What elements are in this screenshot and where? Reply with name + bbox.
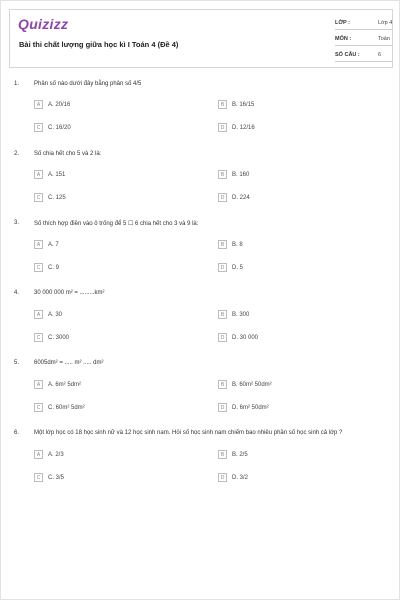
option-letter-box: D [218,333,227,342]
option-letter-box: A [34,240,43,249]
option-label: A. 7 [48,241,59,248]
question-number: 5. [14,360,20,366]
option-letter-box: C [34,333,43,342]
question-number: 2. [14,151,20,157]
question-text: Số chia hết cho 5 và 2 là: [34,151,102,157]
worksheet-title: Bài thi chất lượng giữa học kì I Toán 4 (Đề 4) [19,40,179,49]
option-1b[interactable] [218,100,254,109]
question-text: Phân số nào dưới đây bằng phân số 4/5 [34,81,142,87]
option-letter-box: B [218,100,227,109]
option-2a[interactable] [34,170,65,179]
question-number: 1. [14,81,20,87]
question-text: 30 000 000 m² = .........km² [34,290,105,296]
option-label: C. 16/20 [48,124,71,131]
option-label: D. 3/2 [232,474,249,481]
option-letter-box: C [34,403,43,412]
meta-value: Lớp 4 [378,20,393,26]
option-letter-box: B [218,380,227,389]
option-5c[interactable] [34,403,85,412]
question-text: Số thích hợp điền vào ô trống để 5 ☐ 6 chia hết cho 3 và 9 là: [34,221,199,227]
option-label: D. 5 [232,264,244,271]
option-label: A. 2/3 [48,451,64,458]
option-2d[interactable] [218,193,250,202]
option-3b[interactable] [218,240,243,249]
meta-subject [335,32,393,46]
option-letter-box: C [34,193,43,202]
option-label: B. 8 [232,241,243,248]
option-label: D. 12/16 [232,124,255,131]
question-number: 4. [14,290,20,296]
option-5b[interactable] [218,380,272,389]
option-letter-box: A [34,380,43,389]
option-label: C. 9 [48,264,60,271]
meta-key: SỐ CÂU : [335,52,360,58]
option-letter-box: B [218,310,227,319]
option-label: B. 300 [232,311,250,318]
option-label: A. 30 [48,311,63,318]
option-label: B. 2/5 [232,451,248,458]
option-label: D. 6m² 50dm² [232,404,269,411]
option-label: C. 125 [48,194,66,201]
option-letter-box: C [34,263,43,272]
question-number: 3. [14,220,20,226]
option-5d[interactable] [218,403,269,412]
option-letter-box: C [34,473,43,482]
question-text: 6005dm² = ..... m² ..... dm² [34,360,104,366]
option-letter-box: D [218,473,227,482]
option-label: B. 60m² 50dm² [232,381,272,388]
option-letter-box: D [218,193,227,202]
option-letter-box: D [218,263,227,272]
option-3a[interactable] [34,240,59,249]
option-6a[interactable] [34,450,64,459]
worksheet-header [9,9,393,68]
option-6d[interactable] [218,473,248,482]
option-label: D. 224 [232,194,250,201]
option-4a[interactable] [34,310,62,319]
meta-key: MÔN : [335,36,352,42]
question-number: 6. [14,430,20,436]
option-letter-box: C [34,123,43,132]
meta-value: 6 [378,52,382,58]
option-label: A. 151 [48,171,66,178]
option-letter-box: A [34,170,43,179]
meta-value: Toán [378,36,390,42]
option-4c[interactable] [34,333,69,342]
quizizz-logo: Quizizz [18,16,69,32]
option-3d[interactable] [218,263,243,272]
option-letter-box: B [218,240,227,249]
option-letter-box: D [218,403,227,412]
option-label: A. 20/16 [48,101,71,108]
option-3c[interactable] [34,263,59,272]
option-1c[interactable] [34,123,71,132]
meta-class [335,16,393,30]
option-2c[interactable] [34,193,66,202]
option-label: B. 16/15 [232,101,255,108]
option-letter-box: A [34,100,43,109]
option-letter-box: B [218,170,227,179]
option-4b[interactable] [218,310,249,319]
option-label: A. 6m² 5dm² [48,381,82,388]
option-1d[interactable] [218,123,255,132]
meta-question-count [335,48,393,62]
option-label: B. 160 [232,171,250,178]
option-4d[interactable] [218,333,258,342]
option-1a[interactable] [34,100,70,109]
option-label: C. 60m² 5dm² [48,404,85,411]
option-letter-box: A [34,310,43,319]
option-label: D. 30 000 [232,334,259,341]
option-letter-box: D [218,123,227,132]
option-6b[interactable] [218,450,248,459]
option-label: C. 3000 [48,334,70,341]
question-text: Một lớp học có 18 học sinh nữ và 12 học sinh nam. Hỏi số học sinh nam chiếm bao nhiêu phần số học sinh cả lớp ? [34,430,343,436]
option-2b[interactable] [218,170,249,179]
meta-key: LỚP : [335,20,350,26]
option-letter-box: B [218,450,227,459]
option-label: C. 3/5 [48,474,65,481]
option-5a[interactable] [34,380,81,389]
option-6c[interactable] [34,473,64,482]
option-letter-box: A [34,450,43,459]
